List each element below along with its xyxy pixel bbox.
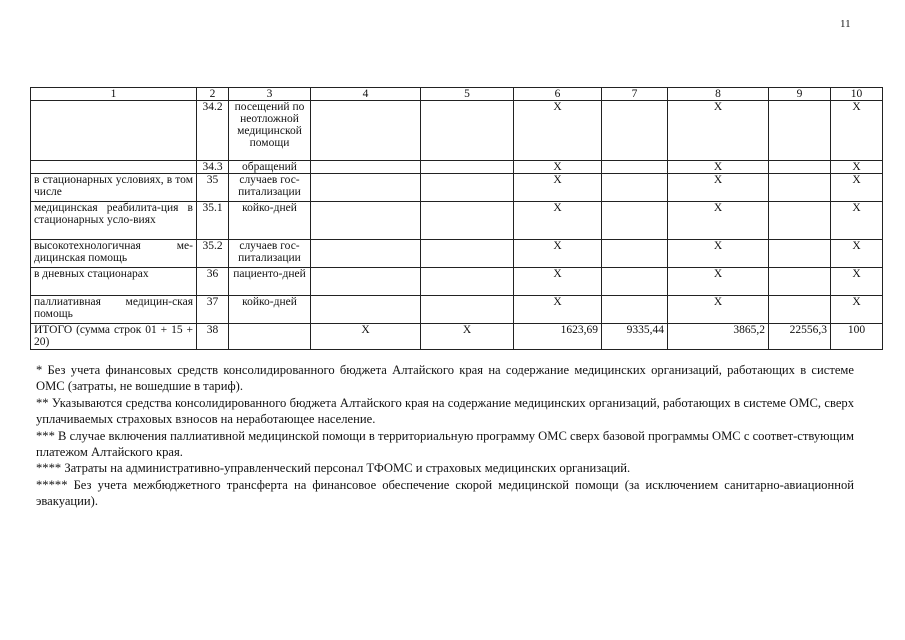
cell-col-5 xyxy=(421,240,514,268)
cell-col-7 xyxy=(602,240,668,268)
cell-col-5 xyxy=(421,101,514,161)
unit-of-measure: койко-дней xyxy=(229,202,311,240)
cell-col-7 xyxy=(602,268,668,296)
cell-col-10: X xyxy=(831,268,883,296)
row-code: 35.1 xyxy=(197,202,229,240)
row-name: в дневных стационарах xyxy=(31,268,197,296)
row-code: 36 xyxy=(197,268,229,296)
cell-col-4: X xyxy=(311,324,421,350)
cell-col-6: X xyxy=(514,174,602,202)
cell-col-7 xyxy=(602,174,668,202)
cell-col-6: X xyxy=(514,268,602,296)
column-number: 8 xyxy=(668,88,769,101)
cell-col-8: X xyxy=(668,268,769,296)
row-name xyxy=(31,161,197,174)
cell-col-5 xyxy=(421,161,514,174)
row-name: высокотехнологичная ме-дицинская помощь xyxy=(31,240,197,268)
cell-col-7 xyxy=(602,161,668,174)
cell-col-6: X xyxy=(514,161,602,174)
cell-col-6: X xyxy=(514,296,602,324)
row-code: 35 xyxy=(197,174,229,202)
column-number: 10 xyxy=(831,88,883,101)
cell-col-8: 3865,2 xyxy=(668,324,769,350)
unit-of-measure: посещений по неотложной медицинской помощи xyxy=(229,101,311,161)
cell-col-8: X xyxy=(668,296,769,324)
table-row xyxy=(31,101,883,161)
cell-col-9: 22556,3 xyxy=(769,324,831,350)
cell-col-4 xyxy=(311,240,421,268)
footnote: **** Затраты на административно-управленческий персонал ТФОМС и страховых медицинских организаций. xyxy=(36,461,631,476)
cell-col-7: 9335,44 xyxy=(602,324,668,350)
cell-col-5 xyxy=(421,268,514,296)
footnote: *** В случае включения паллиативной медицинской помощи в территориальную программу ОМС сверх базовой программы ОМС с соответ-ствующим платежом Алтайского края. xyxy=(36,428,854,460)
column-number: 7 xyxy=(602,88,668,101)
table-row xyxy=(31,161,883,174)
cell-col-6: X xyxy=(514,101,602,161)
cell-col-5 xyxy=(421,296,514,324)
row-name: ИТОГО (сумма строк 01 + 15 + 20) xyxy=(31,324,197,350)
cell-col-6: 1623,69 xyxy=(514,324,602,350)
cell-col-6: X xyxy=(514,202,602,240)
cell-col-10: 100 xyxy=(831,324,883,350)
header-row xyxy=(31,88,883,101)
cell-col-9 xyxy=(769,268,831,296)
cell-col-8: X xyxy=(668,240,769,268)
cell-col-9 xyxy=(769,161,831,174)
column-number: 4 xyxy=(311,88,421,101)
cell-col-10: X xyxy=(831,101,883,161)
column-number: 5 xyxy=(421,88,514,101)
cell-col-4 xyxy=(311,296,421,324)
cell-col-5 xyxy=(421,202,514,240)
footnote: ** Указываются средства консолидированного бюджета Алтайского края на содержание медицинских организаций, работающих в системе ОМС, сверх уплачиваемых страховых взносов на неработающее население. xyxy=(36,395,854,427)
table-row xyxy=(31,240,883,268)
unit-of-measure: обращений xyxy=(229,161,311,174)
cell-col-6: X xyxy=(514,240,602,268)
unit-of-measure: пациенто-дней xyxy=(229,268,311,296)
cell-col-9 xyxy=(769,202,831,240)
footnotes xyxy=(36,362,854,510)
cell-col-4 xyxy=(311,161,421,174)
cell-col-10: X xyxy=(831,161,883,174)
table-row xyxy=(31,268,883,296)
cell-col-4 xyxy=(311,268,421,296)
cell-col-10: X xyxy=(831,174,883,202)
footnote: ***** Без учета межбюджетного трансферта на финансовое обеспечение скорой медицинской помощи (за исключением санитарно-авиационной эвакуации). xyxy=(36,477,854,509)
row-code: 35.2 xyxy=(197,240,229,268)
unit-of-measure: случаев гос-питализации xyxy=(229,240,311,268)
cell-col-10: X xyxy=(831,202,883,240)
row-code: 38 xyxy=(197,324,229,350)
column-number: 6 xyxy=(514,88,602,101)
cell-col-4 xyxy=(311,174,421,202)
table-row xyxy=(31,296,883,324)
table-row xyxy=(31,202,883,240)
cell-col-9 xyxy=(769,174,831,202)
financing-table xyxy=(30,87,883,350)
table-row xyxy=(31,174,883,202)
cell-col-9 xyxy=(769,296,831,324)
row-name: медицинская реабилита-ция в стационарных усло-виях xyxy=(31,202,197,240)
row-name: паллиативная медицин-ская помощь xyxy=(31,296,197,324)
footnote: * Без учета финансовых средств консолидированного бюджета Алтайского края на содержание медицинских организаций, работающих в системе ОМС (затраты, не вошедшие в тариф). xyxy=(36,363,854,394)
cell-col-5 xyxy=(421,174,514,202)
cell-col-4 xyxy=(311,101,421,161)
column-number: 9 xyxy=(769,88,831,101)
column-number: 1 xyxy=(31,88,197,101)
cell-col-7 xyxy=(602,296,668,324)
unit-of-measure: койко-дней xyxy=(229,296,311,324)
cell-col-8: X xyxy=(668,161,769,174)
table-row xyxy=(31,324,883,350)
cell-col-10: X xyxy=(831,240,883,268)
cell-col-5: X xyxy=(421,324,514,350)
row-name xyxy=(31,101,197,161)
cell-col-8: X xyxy=(668,202,769,240)
cell-col-4 xyxy=(311,202,421,240)
cell-col-7 xyxy=(602,202,668,240)
row-name: в стационарных условиях, в том числе xyxy=(31,174,197,202)
column-number: 3 xyxy=(229,88,311,101)
cell-col-9 xyxy=(769,240,831,268)
cell-col-10: X xyxy=(831,296,883,324)
unit-of-measure xyxy=(229,324,311,350)
cell-col-9 xyxy=(769,101,831,161)
row-code: 34.2 xyxy=(197,101,229,161)
cell-col-7 xyxy=(602,101,668,161)
cell-col-8: X xyxy=(668,101,769,161)
row-code: 37 xyxy=(197,296,229,324)
page-number: 11 xyxy=(840,18,851,30)
cell-col-8: X xyxy=(668,174,769,202)
row-code: 34.3 xyxy=(197,161,229,174)
column-number: 2 xyxy=(197,88,229,101)
unit-of-measure: случаев гос-питализации xyxy=(229,174,311,202)
